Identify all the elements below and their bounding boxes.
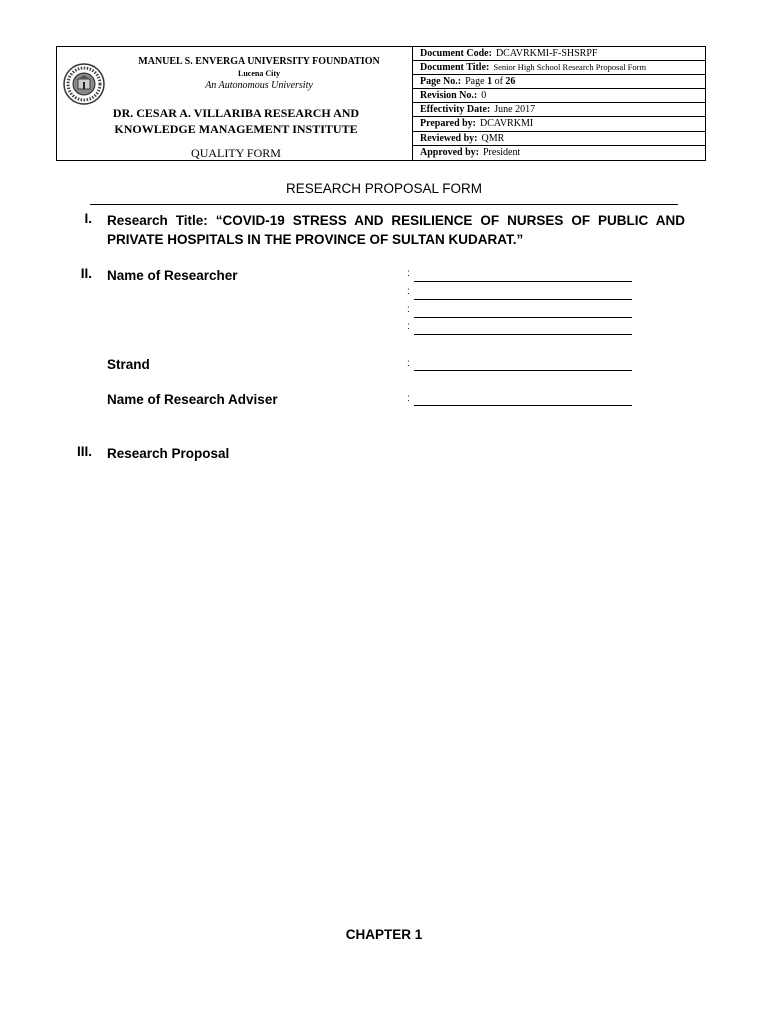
researcher-name-field-3[interactable] [414,317,632,318]
meta-row-approved-by [413,146,705,160]
page-prefix: Page [465,76,485,88]
colon: : [407,393,410,404]
form-type-label: QUALITY FORM [191,146,281,160]
university-city: Lucena City [238,69,280,78]
meta-value: QMR [481,132,505,144]
meta-row-document-title [413,61,705,75]
researcher-label: Name of Researcher [107,268,238,283]
researcher-name-field-2[interactable] [414,299,632,300]
adviser-label: Name of Research Adviser [107,392,278,407]
colon: : [407,321,410,332]
colon: : [407,286,410,297]
document-header [56,46,706,161]
research-title-label: Research Title: [107,213,208,228]
institution-block [57,47,413,160]
meta-value: Senior High School Research Proposal Form [493,62,647,73]
meta-row-document-code [413,47,705,61]
meta-value: June 2017 [494,104,536,116]
meta-value: DCAVRKMI-F-SHSRPF [495,48,598,59]
university-seal-icon [63,63,105,105]
meta-value: DCAVRKMI [480,118,534,130]
colon: : [407,358,410,369]
meta-label: Document Title: [420,62,490,74]
meta-label: Prepared by: [420,118,477,130]
document-meta-table [413,47,705,160]
institute-name [101,105,371,137]
researcher-name-field-1[interactable] [414,281,632,282]
university-tagline: An Autonomous University [205,80,313,91]
page-total: 26 [505,76,516,88]
research-title-value: “COVID-19 STRESS AND RESILIENCE OF NURSES OF PUBLIC AND PRIVATE HOSPITALS IN THE PROVINCE OF SULTAN KUDARAT.” [107,213,685,247]
meta-label: Approved by: [420,146,479,158]
institute-name-line-2: KNOWLEDGE MANAGEMENT INSTITUTE [114,122,358,136]
section-number-3: III. [76,444,92,459]
meta-label: Document Code: [420,48,492,59]
meta-row-revision [413,89,705,103]
colon: : [407,304,410,315]
researcher-name-field-4[interactable] [414,334,632,335]
form-title: RESEARCH PROPOSAL FORM [285,181,483,196]
meta-row-reviewed-by [413,132,705,146]
meta-row-prepared-by [413,117,705,131]
research-title [107,211,685,249]
meta-label: Page No.: [420,76,462,88]
research-proposal-label: Research Proposal [107,446,230,461]
university-name: MANUEL S. ENVERGA UNIVERSITY FOUNDATION [138,56,380,67]
meta-label: Reviewed by: [420,132,478,144]
section-number-2: II. [80,266,92,281]
chapter-heading: CHAPTER 1 [345,927,423,942]
meta-value: President [483,146,521,158]
page-of: of [494,76,503,88]
institute-name-line-1: DR. CESAR A. VILLARIBA RESEARCH AND [112,106,360,120]
section-number-1: I. [84,211,92,226]
meta-row-effectivity-date [413,103,705,117]
meta-label: Effectivity Date: [420,104,491,116]
strand-label: Strand [107,357,150,372]
colon: : [407,268,410,279]
adviser-field[interactable] [414,405,632,406]
title-divider [90,204,678,205]
meta-value: 0 [481,90,487,102]
strand-field[interactable] [414,370,632,371]
page-current: 1 [487,76,493,88]
meta-label: Revision No.: [420,90,478,102]
meta-row-page-number [413,75,705,89]
